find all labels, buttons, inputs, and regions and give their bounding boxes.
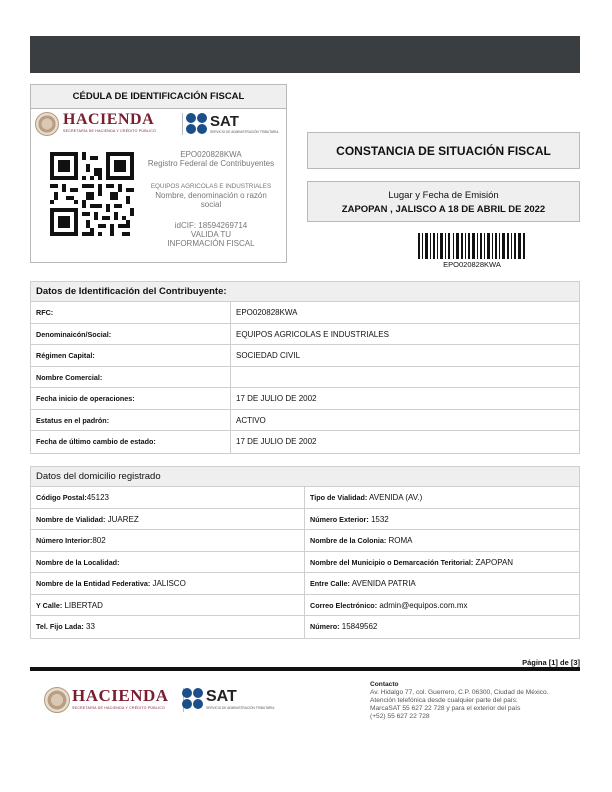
qr-code-icon xyxy=(50,152,134,236)
table-row xyxy=(31,388,579,410)
constancia-title: CONSTANCIA DE SITUACIÓN FISCAL xyxy=(307,132,580,169)
hacienda-logo-subtitle: SECRETARÍA DE HACIENDA Y CRÉDITO PÚBLICO xyxy=(63,129,157,133)
lugar-value: ZAPOPAN , JALISCO A 18 DE ABRIL DE 2022 xyxy=(341,204,546,215)
field-cell xyxy=(305,616,579,638)
field-value: AVENIDA (AV.) xyxy=(367,493,423,502)
field-cell xyxy=(305,573,579,594)
cedula-title: CÉDULA DE IDENTIFICACIÓN FISCAL xyxy=(31,85,286,109)
field-value: EQUIPOS AGRICOLAS E INDUSTRIALES xyxy=(236,329,389,339)
domicilio-section xyxy=(30,466,580,639)
field-value: 802 xyxy=(92,536,106,545)
field-label: Y Calle: xyxy=(36,600,63,610)
field-label: Nombre del Municipio o Demarcación Teritorial: xyxy=(310,557,474,567)
sat-dots-icon xyxy=(182,688,204,710)
table-row xyxy=(31,302,579,324)
table-row xyxy=(31,345,579,367)
contact-line: (+52) 55 627 22 728 xyxy=(370,713,430,720)
field-value: 17 DE JULIO DE 2002 xyxy=(236,437,317,446)
field-cell xyxy=(31,552,305,573)
field-value: admin@equipos.com.mx xyxy=(377,600,468,610)
field-value: LIBERTAD xyxy=(62,600,103,610)
field-value: 1532 xyxy=(368,514,389,524)
table-row xyxy=(31,410,579,432)
field-cell xyxy=(305,509,579,530)
field-value: AVENIDA PATRIA xyxy=(349,579,416,588)
field-value: ZAPOPAN xyxy=(473,557,514,567)
field-cell xyxy=(305,595,579,616)
cedula-card xyxy=(30,84,287,263)
field-label: Número: xyxy=(310,622,340,631)
contact-line: Atención telefónica desde cualquier parte del país: xyxy=(370,697,518,704)
field-value: 33 xyxy=(83,622,95,631)
field-label: Código Postal: xyxy=(36,493,87,502)
cedula-idcif: idCIF: 18594269714 xyxy=(174,221,248,230)
hacienda-logo-text: HACIENDA xyxy=(63,111,155,128)
field-value: EPO020828KWA xyxy=(236,308,298,317)
hacienda-seal-icon xyxy=(35,112,59,136)
lugar-label: Lugar y Fecha de Emisión xyxy=(388,190,499,201)
contact-info xyxy=(370,681,580,721)
field-cell xyxy=(305,552,579,573)
field-value: ROMA xyxy=(386,536,413,545)
contact-line: Av. Hidalgo 77, col. Guerrero, C.P. 06300, Ciudad de México. xyxy=(370,689,549,696)
field-label: Correo Electrónico: xyxy=(310,600,378,610)
field-cell xyxy=(305,530,579,551)
table-row xyxy=(31,431,579,453)
identificacion-section xyxy=(30,281,580,454)
field-label: Nombre de Vialidad: xyxy=(36,514,106,524)
sat-dots-icon xyxy=(186,113,208,135)
barcode-icon xyxy=(418,233,526,259)
page-number: Página [1] de [3] xyxy=(522,658,580,667)
cedula-valida-link[interactable]: VALIDA TU INFORMACIÓN FISCAL xyxy=(167,230,255,248)
table-row xyxy=(31,616,579,638)
domicilio-title: Datos del domicilio registrado xyxy=(31,467,579,487)
sat-logo-subtitle: SERVICIO DE ADMINISTRACIÓN TRIBUTARIA xyxy=(210,130,279,134)
table-row xyxy=(31,367,579,389)
field-cell xyxy=(31,530,305,551)
field-label: Nombre de la Entidad Federativa: xyxy=(36,579,151,588)
table-row xyxy=(31,487,579,509)
field-value: SOCIEDAD CIVIL xyxy=(236,351,301,360)
field-label: Número Interior: xyxy=(36,536,93,545)
header-bar xyxy=(30,36,580,73)
table-row xyxy=(31,324,579,346)
table-row xyxy=(31,530,579,552)
field-label: Nombre de la Localidad: xyxy=(36,557,120,567)
hacienda-logo-text: HACIENDA xyxy=(72,686,169,705)
contact-line: MarcaSAT 55 627 22 728 y para el exterior del país xyxy=(370,705,521,712)
field-cell xyxy=(31,573,305,594)
field-value: JALISCO xyxy=(150,579,186,588)
table-row xyxy=(31,552,579,574)
field-value: 45123 xyxy=(86,493,109,502)
hacienda-seal-icon xyxy=(44,687,70,713)
field-label: Denominaicón/Social: xyxy=(31,324,231,345)
table-row xyxy=(31,595,579,617)
field-label: Nombre de la Colonia: xyxy=(310,536,387,545)
field-cell xyxy=(31,509,305,530)
field-cell xyxy=(31,616,305,638)
identificacion-title: Datos de Identificación del Contribuyente: xyxy=(31,282,579,302)
field-value: JUAREZ xyxy=(105,514,139,524)
field-cell xyxy=(31,595,305,616)
field-cell xyxy=(31,487,305,508)
contact-title: Contacto xyxy=(370,681,399,688)
footer-divider xyxy=(30,667,580,671)
cedula-name: EQUIPOS AGRICOLAS E INDUSTRIALES xyxy=(150,183,272,190)
field-label: Entre Calle: xyxy=(310,579,350,588)
cedula-rfc-label: Registro Federal de Contribuyentes xyxy=(147,159,275,168)
barcode-text: EPO020828KWA xyxy=(443,260,501,269)
field-value xyxy=(231,367,579,388)
lugar-fecha-box xyxy=(307,181,580,222)
sat-logo-subtitle: SERVICIO DE ADMINISTRACIÓN TRIBUTARIA xyxy=(206,706,275,710)
logo-separator xyxy=(182,113,183,135)
sat-logo-text: SAT xyxy=(210,113,239,130)
field-label: Número Exterior: xyxy=(310,514,369,524)
field-label: Fecha de último cambio de estado: xyxy=(31,431,231,453)
hacienda-logo-subtitle: SECRETARÍA DE HACIENDA Y CRÉDITO PÚBLICO xyxy=(72,706,166,710)
logos-footer xyxy=(44,686,294,714)
field-label: Régimen Capital: xyxy=(31,345,231,366)
field-label: Estatus en el padrón: xyxy=(31,410,231,431)
field-label: Fecha inicio de operaciones: xyxy=(31,388,231,409)
field-label: Tipo de Vialidad: xyxy=(310,493,368,502)
field-cell xyxy=(305,487,579,508)
cedula-name-label: Nombre, denominación o razón social xyxy=(155,191,267,209)
field-label: Tel. Fijo Lada: xyxy=(36,622,84,631)
field-value: 15849562 xyxy=(339,622,378,631)
sat-logo-text: SAT xyxy=(206,688,237,705)
cedula-rfc: EPO020828KWA xyxy=(180,150,242,159)
table-row xyxy=(31,509,579,531)
field-label: Nombre Comercial: xyxy=(31,367,231,388)
field-value: 17 DE JULIO DE 2002 xyxy=(236,394,317,403)
field-value: ACTIVO xyxy=(236,415,266,425)
table-row xyxy=(31,573,579,595)
logos-header xyxy=(35,111,283,137)
field-label: RFC: xyxy=(31,302,231,323)
